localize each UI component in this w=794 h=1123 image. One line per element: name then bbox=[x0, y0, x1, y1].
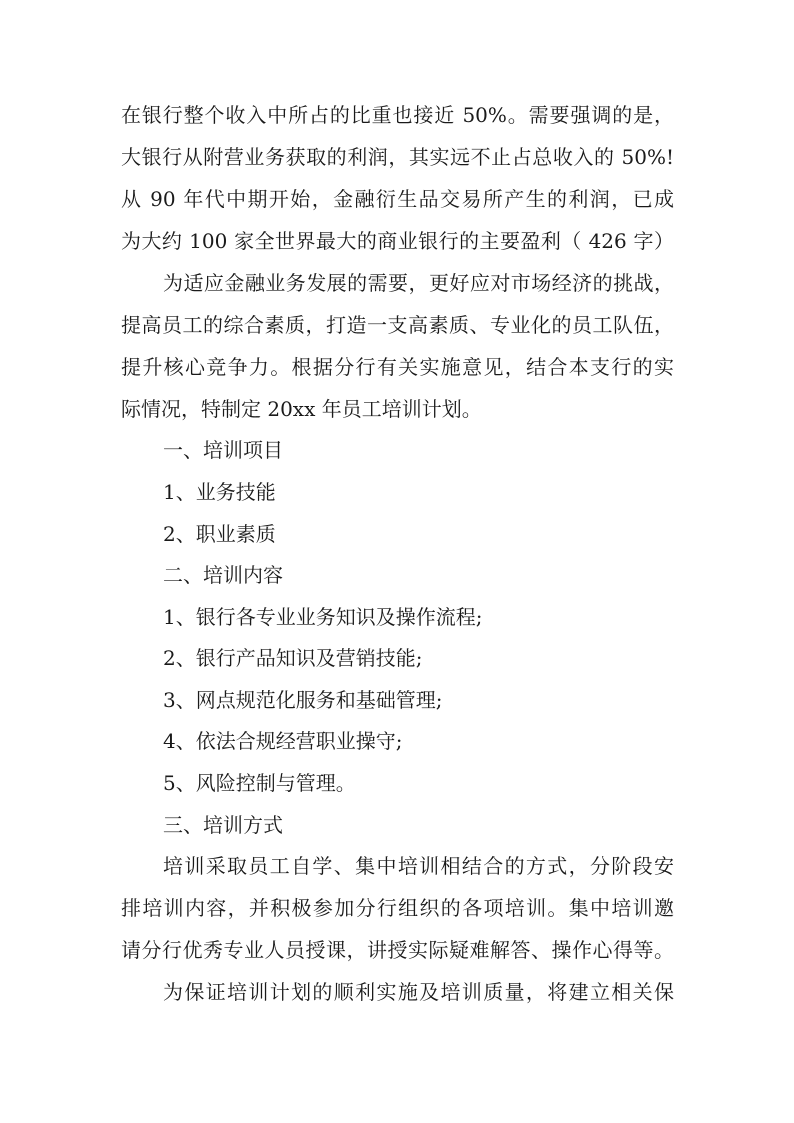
paragraph-line: 培训采取员工自学、集中培训相结合的方式，分阶段安 bbox=[163, 854, 674, 878]
section-heading: 一、培训项目 bbox=[163, 438, 283, 462]
paragraph-line: 从 90 年代中期开始，金融衍生品交易所产生的利润，已成 bbox=[121, 187, 674, 211]
paragraph-line: 为大约 100 家全世界最大的商业银行的主要盈利（ 426 字） bbox=[121, 229, 674, 253]
section-heading: 二、培训内容 bbox=[163, 563, 283, 587]
paragraph-line: 际情况，特制定 20xx 年员工培训计划。 bbox=[121, 397, 482, 421]
paragraph-line: 提升核心竞争力。根据分行有关实施意见，结合本支行的实 bbox=[121, 355, 674, 379]
paragraph-line: 排培训内容，并积极参加分行组织的各项培训。集中培训邀 bbox=[121, 896, 674, 920]
paragraph-line: 为保证培训计划的顺利实施及培训质量，将建立相关保 bbox=[163, 980, 674, 1004]
section-heading: 三、培训方式 bbox=[163, 813, 283, 837]
list-item: 1、业务技能 bbox=[163, 480, 276, 504]
list-item: 1、银行各专业业务知识及操作流程; bbox=[163, 605, 483, 629]
list-item: 3、网点规范化服务和基础管理; bbox=[163, 688, 443, 712]
list-item: 2、职业素质 bbox=[163, 522, 276, 546]
paragraph-line: 大银行从附营业务获取的利润，其实远不止占总收入的 50%! bbox=[121, 145, 674, 169]
paragraph-line: 为适应金融业务发展的需要，更好应对市场经济的挑战， bbox=[163, 271, 674, 295]
paragraph-line: 请分行优秀专业人员授课，讲授实际疑难解答、操作心得等。 bbox=[121, 938, 674, 962]
paragraph-line: 提高员工的综合素质，打造一支高素质、专业化的员工队伍， bbox=[121, 313, 674, 337]
paragraph-line: 在银行整个收入中所占的比重也接近 50%。需要强调的是， bbox=[121, 103, 674, 127]
list-item: 4、依法合规经营职业操守; bbox=[163, 729, 403, 753]
list-item: 5、风险控制与管理。 bbox=[163, 771, 356, 795]
list-item: 2、银行产品知识及营销技能; bbox=[163, 646, 423, 670]
